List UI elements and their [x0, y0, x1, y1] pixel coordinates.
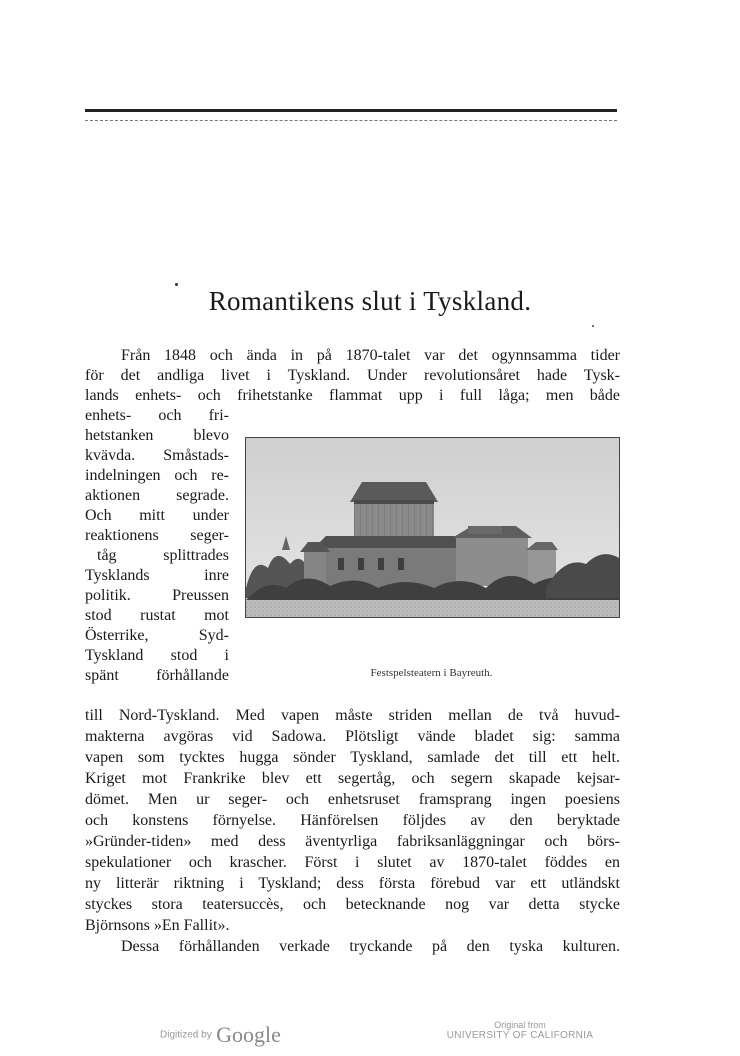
text-line: till Nord-Tyskland. Med vapen måste striden mellan de två huvud-: [85, 707, 620, 724]
header-rule: [85, 109, 617, 112]
text-line: stod rustat mot: [85, 607, 229, 624]
text-line: tåg splittrades: [97, 547, 229, 564]
digitized-by-label: Digitized by: [160, 1029, 212, 1041]
text-line: Tysklands inre: [85, 567, 229, 584]
google-logo: Google: [216, 1022, 281, 1047]
text-line: indelningen och re-: [85, 467, 229, 484]
text-line: spänt förhållande: [85, 667, 229, 684]
text-line: dömet. Men ur seger- och enhetsruset framsprang ingen poesiens: [85, 791, 620, 808]
text-line: Dessa förhållanden verkade tryckande på den tyska kulturen.: [121, 938, 620, 955]
text-line: för det andliga livet i Tyskland. Under revolutionsåret hade Tysk-: [85, 367, 620, 384]
text-line: spekulationer och krascher. Först i slutet av 1870-talet föddes en: [85, 854, 620, 871]
text-line: Österrike, Syd-: [85, 627, 229, 644]
original-from-label: Original from: [494, 1020, 546, 1030]
text-line: styckes stora teatersuccès, och betecknande nog var detta stycke: [85, 896, 620, 913]
text-line: enhets- och fri-: [85, 407, 229, 424]
text-line: och konstens förnyelse. Hänförelsen följdes av den beryktade: [85, 812, 620, 829]
text-line: vapen som tycktes hugga sönder Tyskland, samlade det till ett helt.: [85, 749, 620, 766]
figure-caption: Festspelsteatern i Bayreuth.: [370, 667, 493, 679]
university-label: UNIVERSITY OF CALIFORNIA: [446, 1030, 594, 1041]
header-rule-dashed: [85, 120, 617, 121]
print-speck: [592, 325, 594, 327]
building-illustration: [246, 438, 619, 617]
text-line: Och mitt under: [85, 507, 229, 524]
text-line: Kriget mot Frankrike blev ett segertåg, och segern skapade kejsar-: [85, 770, 620, 787]
text-line: Björnsons »En Fallit».: [85, 917, 230, 934]
text-line: hetstanken blevo: [85, 427, 229, 444]
digitized-by-mark: [160, 1022, 281, 1048]
text-line: aktionen segrade.: [85, 487, 229, 504]
text-line: »Gründer-tiden» med dess äventyrliga fabriksanläggningar och börs-: [85, 833, 620, 850]
text-line: Från 1848 och ända in på 1870-talet var det ogynnsamma tider: [121, 347, 620, 364]
text-line: politik. Preussen: [85, 587, 229, 604]
text-line: makterna avgöras vid Sadowa. Plötsligt vände bladet sig: samma: [85, 728, 620, 745]
text-line: ny litterär riktning i Tyskland; dess första förebud var ett utländskt: [85, 875, 620, 892]
text-line: Tyskland stod i: [85, 647, 229, 664]
original-from-mark: [440, 1020, 600, 1041]
text-line: lands enhets- och frihetstanke flammat upp i full låga; men både: [85, 387, 620, 404]
chapter-title: Romantikens slut i Tyskland.: [208, 286, 532, 316]
text-line: reaktionens seger-: [85, 527, 229, 544]
bayreuth-photo: [245, 437, 620, 618]
text-line: kvävda. Småstads-: [85, 447, 229, 464]
